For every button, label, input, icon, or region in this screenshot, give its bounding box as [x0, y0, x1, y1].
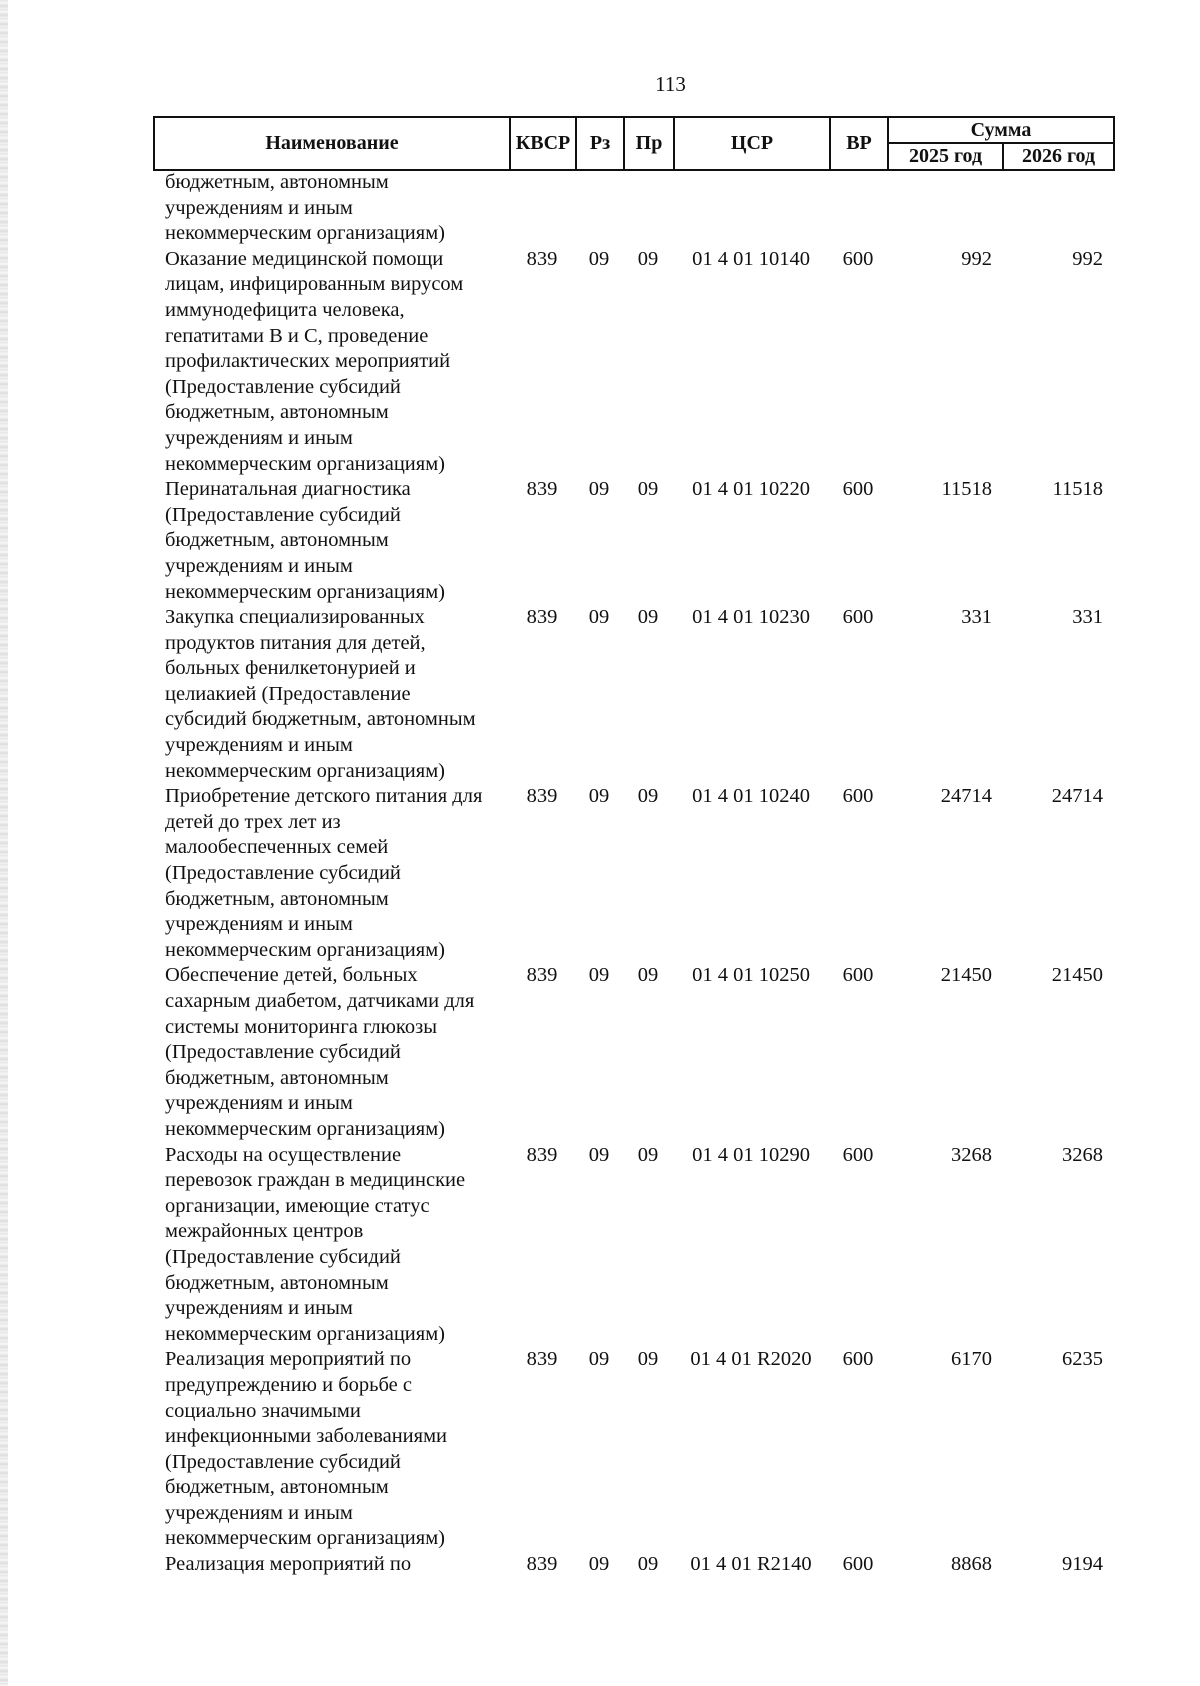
name-line: Перинатальная диагностика — [165, 478, 411, 501]
table-row — [153, 784, 1113, 963]
cell-kvsr: 839 — [526, 606, 558, 629]
table-row — [153, 963, 1113, 1142]
name-line: учреждениям и иным — [165, 734, 353, 757]
table-body — [153, 170, 1113, 1578]
name-line: учреждениям и иным — [165, 1297, 353, 1320]
cell-rz: 09 — [588, 247, 610, 270]
name-line: (Предоставление субсидий — [165, 1245, 401, 1268]
cell-sum-2026: 992 — [1072, 247, 1103, 270]
cell-sum-2025: 21450 — [940, 964, 992, 987]
name-line: Приобретение детского питания для — [165, 785, 483, 808]
name-line: (Предоставление субсидий — [165, 1041, 401, 1064]
row-name — [153, 170, 509, 247]
name-line: учреждениям и иным — [165, 913, 353, 936]
cell-vr: 600 — [842, 964, 874, 987]
header-rz: Рз — [576, 117, 624, 170]
table-header — [153, 116, 1115, 171]
cell-kvsr: 839 — [526, 785, 558, 808]
name-line: организации, имеющие статус — [165, 1194, 430, 1217]
cell-sum-2026: 24714 — [1051, 785, 1103, 808]
name-line: гепатитами В и С, проведение — [165, 324, 429, 347]
cell-sum-2026: 9194 — [1062, 1553, 1103, 1576]
name-line: Оказание медицинской помощи — [165, 247, 444, 270]
name-line: учреждениям и иным — [165, 1501, 353, 1524]
header-year-2026: 2026 год — [1003, 143, 1114, 170]
name-line: Реализация мероприятий по — [165, 1553, 412, 1576]
table-row — [153, 605, 1113, 784]
cell-csr: 01 4 01 R2140 — [690, 1553, 812, 1576]
cell-vr: 600 — [842, 478, 874, 501]
name-line: бюджетным, автономным — [165, 1476, 389, 1499]
cell-rz: 09 — [588, 1348, 610, 1371]
name-line: (Предоставление субсидий — [165, 503, 401, 526]
name-line: Закупка специализированных — [165, 606, 425, 629]
table-row — [153, 247, 1113, 477]
name-line: некоммерческим организациям) — [165, 759, 445, 782]
name-line: некоммерческим организациям) — [165, 1322, 445, 1345]
name-line: системы мониторинга глюкозы — [165, 1015, 437, 1038]
cell-rz: 09 — [588, 1143, 610, 1166]
cell-sum-2025: 11518 — [941, 478, 992, 501]
cell-sum-2026: 6235 — [1062, 1348, 1103, 1371]
header-pr: Пр — [624, 117, 674, 170]
name-line: некоммерческим организациям) — [165, 222, 445, 245]
name-line: продуктов питания для детей, — [165, 631, 426, 654]
cell-csr: 01 4 01 10140 — [692, 247, 810, 270]
cell-sum-2025: 8868 — [951, 1553, 992, 1576]
name-line: бюджетным, автономным — [165, 171, 389, 193]
cell-pr: 09 — [637, 785, 659, 808]
name-line: Реализация мероприятий по — [165, 1348, 412, 1371]
name-line: иммунодефицита человека, — [165, 298, 405, 321]
cell-vr: 600 — [842, 1143, 874, 1166]
header-csr: ЦСР — [674, 117, 830, 170]
name-line: (Предоставление субсидий — [165, 862, 401, 885]
name-line: некоммерческим организациям) — [165, 1527, 445, 1550]
name-line: некоммерческим организациям) — [165, 580, 445, 603]
name-line: детей до трех лет из — [165, 810, 341, 833]
row-name — [153, 784, 509, 963]
cell-sum-2026: 331 — [1072, 606, 1103, 629]
cell-sum-2025: 24714 — [940, 785, 992, 808]
name-line: бюджетным, автономным — [165, 401, 389, 424]
cell-kvsr: 839 — [526, 1553, 558, 1576]
row-name — [153, 605, 509, 784]
cell-pr: 09 — [637, 1553, 659, 1576]
cell-kvsr: 839 — [526, 964, 558, 987]
cell-sum-2025: 3268 — [951, 1143, 992, 1166]
cell-sum-2025: 331 — [961, 606, 992, 629]
cell-kvsr: 839 — [526, 1143, 558, 1166]
cell-rz: 09 — [588, 606, 610, 629]
cell-vr: 600 — [842, 1553, 874, 1576]
cell-csr: 01 4 01 10250 — [692, 964, 810, 987]
cell-csr: 01 4 01 10230 — [692, 606, 810, 629]
name-line: бюджетным, автономным — [165, 887, 389, 910]
cell-csr: 01 4 01 10240 — [692, 785, 810, 808]
cell-sum-2026: 11518 — [1052, 478, 1103, 501]
name-line: некоммерческим организациям) — [165, 452, 445, 475]
cell-kvsr: 839 — [526, 247, 558, 270]
name-line: бюджетным, автономным — [165, 1066, 389, 1089]
name-line: Обеспечение детей, больных — [165, 964, 418, 987]
cell-rz: 09 — [588, 478, 610, 501]
name-line: учреждениям и иным — [165, 196, 353, 219]
cell-sum-2025: 6170 — [951, 1348, 992, 1371]
cell-sum-2026: 3268 — [1062, 1143, 1103, 1166]
cell-csr: 01 4 01 10220 — [692, 478, 810, 501]
cell-rz: 09 — [588, 964, 610, 987]
continuation-row — [153, 170, 1113, 247]
scan-edge — [0, 0, 8, 1686]
name-line: инфекционными заболеваниями — [165, 1425, 448, 1448]
cell-rz: 09 — [588, 1553, 610, 1576]
name-line: бюджетным, автономным — [165, 1271, 389, 1294]
cell-sum-2025: 992 — [961, 247, 992, 270]
row-name — [153, 247, 509, 477]
cell-pr: 09 — [637, 478, 659, 501]
name-line: межрайонных центров — [165, 1220, 364, 1243]
header-vr: ВР — [830, 117, 888, 170]
row-name — [153, 963, 509, 1142]
header-kvsr: КВСР — [510, 117, 576, 170]
cell-kvsr: 839 — [526, 1348, 558, 1371]
name-line: субсидий бюджетным, автономным — [165, 708, 476, 731]
name-line: сахарным диабетом, датчиками для — [165, 990, 475, 1012]
name-line: предупреждению и борьбе с — [165, 1373, 412, 1396]
row-name — [153, 477, 509, 605]
table-row — [153, 1347, 1113, 1552]
cell-pr: 09 — [637, 247, 659, 270]
cell-vr: 600 — [842, 785, 874, 808]
cell-vr: 600 — [842, 1348, 874, 1371]
cell-vr: 600 — [842, 247, 874, 270]
name-line: Расходы на осуществление — [165, 1143, 402, 1166]
cell-pr: 09 — [637, 1143, 659, 1166]
header-year-2025: 2025 год — [888, 143, 1003, 170]
name-line: целиакией (Предоставление — [165, 682, 411, 705]
name-line: некоммерческим организациям) — [165, 938, 445, 961]
name-line: профилактических мероприятий — [165, 350, 451, 373]
name-line: бюджетным, автономным — [165, 529, 389, 552]
header-name: Наименование — [154, 117, 510, 170]
name-line: учреждениям и иным — [165, 426, 353, 449]
name-line: учреждениям и иным — [165, 554, 353, 577]
table-row — [153, 1143, 1113, 1348]
name-line: (Предоставление субсидий — [165, 1450, 401, 1473]
cell-pr: 09 — [637, 1348, 659, 1371]
cell-kvsr: 839 — [526, 478, 558, 501]
cell-csr: 01 4 01 R2020 — [690, 1348, 812, 1371]
name-line: социально значимыми — [165, 1399, 361, 1422]
cell-pr: 09 — [637, 964, 659, 987]
name-line: учреждениям и иным — [165, 1092, 353, 1115]
page-number: 113 — [655, 72, 686, 96]
cell-sum-2026: 21450 — [1051, 964, 1103, 987]
table-row — [153, 1552, 1113, 1578]
row-name — [153, 1347, 509, 1552]
row-name — [153, 1552, 509, 1578]
name-line: перевозок граждан в медицинские — [165, 1169, 466, 1192]
cell-rz: 09 — [588, 785, 610, 808]
cell-vr: 600 — [842, 606, 874, 629]
cell-pr: 09 — [637, 606, 659, 629]
header-sum: Сумма — [888, 117, 1114, 143]
name-line: больных фенилкетонурией и — [165, 657, 416, 680]
name-line: (Предоставление субсидий — [165, 375, 401, 398]
row-name — [153, 1143, 509, 1348]
name-line: малообеспеченных семей — [165, 836, 389, 859]
table-row — [153, 477, 1113, 605]
name-line: лицам, инфицированным вирусом — [165, 273, 464, 296]
name-line: некоммерческим организациям) — [165, 1117, 445, 1140]
cell-csr: 01 4 01 10290 — [692, 1143, 810, 1166]
